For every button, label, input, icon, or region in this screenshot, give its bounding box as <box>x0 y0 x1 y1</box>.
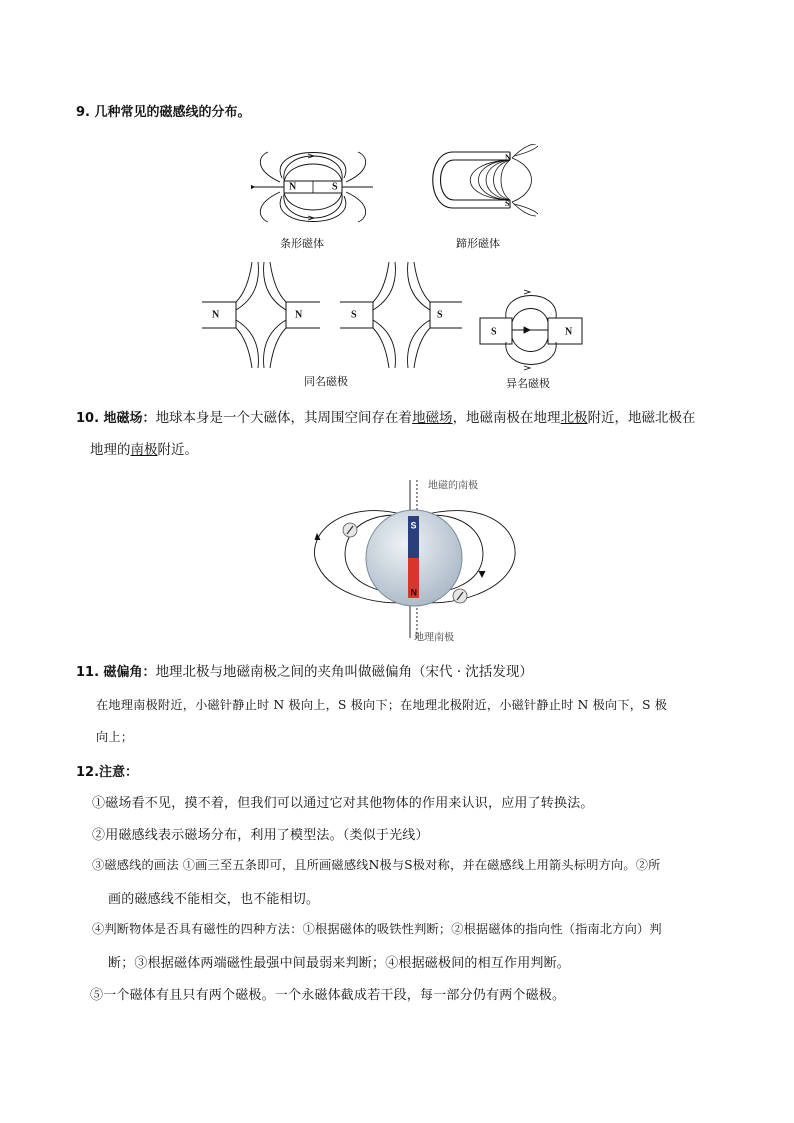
note-item-1: ①磁场看不见，摸不着，但我们可以通过它对其他物体的作用来认识，应用了转换法。 <box>92 796 594 811</box>
section-10-text-e: 附近。 <box>157 442 198 458</box>
section-12-heading: 12.注意： <box>76 765 139 780</box>
section-11-line-2: 向上； <box>96 730 134 744</box>
note-item-2: ②用磁感线表示磁场分布，利用了模型法。（类似于光线） <box>92 828 429 843</box>
note-item-4-line-2: 断；③根据磁体两端磁性最强中间最弱来判断；④根据磁极间的相互作用判断。 <box>108 956 571 971</box>
note-item-3-line-1: ③磁感线的画法 ①画三至五条即可，且所画磁感线N极与S极对称，并在磁感线上用箭头标明方向。②所 <box>92 858 661 872</box>
section-10-text-c: 附近，地磁北极在 <box>587 410 696 426</box>
needle-s-label: S <box>410 520 417 531</box>
section-10-text-d: 地理的 <box>90 442 131 458</box>
needle-n-label: N <box>410 587 417 598</box>
bar-magnet-figure <box>248 148 378 256</box>
horseshoe-s-pole: S <box>505 198 510 208</box>
bar-magnet-caption: 条形磁体 <box>280 237 324 250</box>
section-10-underline-north-pole: 北极 <box>560 410 588 426</box>
section-10-underline-geomagnetic-field: 地磁场 <box>412 410 453 426</box>
section-11-definition: 地理北极与地磁南极之间的夹角叫做磁偏角（宋代 · 沈括发现） <box>155 664 533 680</box>
unlike-poles-n: N <box>565 326 573 338</box>
unlike-poles-s: S <box>491 326 497 338</box>
horseshoe-magnet-figure <box>418 144 538 256</box>
section-10-line-2 <box>90 440 198 460</box>
note-item-4-line-1: ④判断物体是否具有磁性的四种方法：①根据磁体的吸铁性判断；②根据磁体的指向性（指南北方向）判 <box>92 922 662 936</box>
unlike-poles-caption: 异名磁极 <box>506 377 550 390</box>
unlike-poles-figure <box>478 286 590 394</box>
horseshoe-n-pole: N <box>505 152 511 162</box>
note-item-5: ⑤一个磁体有且只有两个磁极。一个永磁体截成若干段，每一部分仍有两个磁极。 <box>90 988 566 1003</box>
section-10-heading: 10. 地磁场： <box>76 411 156 426</box>
section-9-heading: 9. 几种常见的磁感线的分布。 <box>76 105 251 120</box>
earth-bottom-label: 地理南极 <box>414 632 454 644</box>
earth-magnetic-field-figure <box>312 476 522 648</box>
like-poles-caption: 同名磁极 <box>304 375 348 388</box>
section-10-text-b: ，地磁南极在地理 <box>452 410 561 426</box>
like-poles-figure <box>200 262 470 394</box>
section-10-line-1 <box>76 408 696 429</box>
like-poles-n2: N <box>295 309 303 321</box>
section-11-heading: 11. 磁偏角： <box>76 665 156 680</box>
section-11-line-heading <box>76 662 533 683</box>
section-11-line-1: 在地理南极附近，小磁针静止时 N 极向上，S 极向下；在地理北极附近，小磁针静止时 N 极向下，S 极 <box>96 698 668 712</box>
section-10-text-a: 地球本身是一个大磁体，其周围空间存在着 <box>155 410 413 426</box>
like-poles-n1: N <box>212 309 220 321</box>
section-10-underline-south-pole: 南极 <box>130 442 158 458</box>
bar-magnet-s-pole: S <box>332 181 338 193</box>
earth-top-label: 地磁的南极 <box>428 480 478 492</box>
bar-magnet-n-pole: N <box>289 181 297 193</box>
like-poles-s2: S <box>437 309 443 321</box>
like-poles-s1: S <box>351 309 357 321</box>
note-item-3-line-2: 画的磁感线不能相交，也不能相切。 <box>108 892 320 907</box>
horseshoe-magnet-caption: 蹄形磁体 <box>456 237 500 250</box>
